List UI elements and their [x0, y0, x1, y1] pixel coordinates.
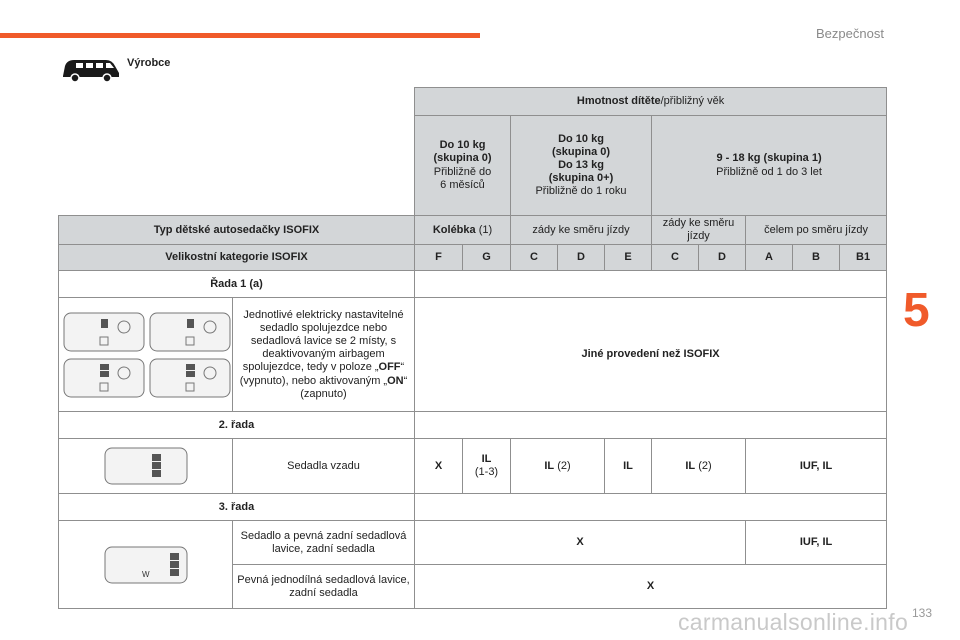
watermark: carmanualsonline.info — [678, 609, 909, 635]
row3-description-1: Sedadlo a pevná zadní sedadlová lavice, zadní sedadla — [233, 521, 415, 565]
type-rear-facing-2: zády ke směru jízdy — [652, 216, 746, 245]
row3-value-1: X — [415, 521, 746, 565]
size-cat: G — [463, 245, 511, 271]
svg-text:W: W — [141, 569, 150, 579]
group-0-cradle: Do 10 kg (skupina 0) Přibližně do 6 měsíců — [415, 116, 511, 216]
accent-bar — [0, 33, 480, 38]
size-row-label: Velikostní kategorie ISOFIX — [59, 245, 415, 271]
chapter-number: 5 — [903, 284, 930, 337]
type-rear-facing-1: zády ke směru jízdy — [511, 216, 652, 245]
row3-seat-figure — [59, 521, 233, 609]
row2-val-g: IL (1-3) — [463, 439, 511, 494]
group-1: 9 - 18 kg (skupina 1) Přibližně od 1 do 3 let — [652, 116, 887, 216]
section-title: Bezpečnost — [816, 26, 884, 41]
front-seats-diagram-icon — [62, 307, 232, 403]
row2-val-e: IL — [605, 439, 652, 494]
size-cat: E — [605, 245, 652, 271]
row3-value-2: IUF, IL — [746, 521, 887, 565]
type-row-label: Typ dětské autosedačky ISOFIX — [59, 216, 415, 245]
third-row-diagram-icon — [104, 545, 188, 585]
row2-seat-figure — [59, 439, 233, 494]
row1-value: Jiné provedení než ISOFIX — [415, 298, 887, 412]
size-cat: D — [699, 245, 746, 271]
row2-val-f: X — [415, 439, 463, 494]
size-cat: B1 — [840, 245, 887, 271]
type-forward-facing: čelem po směru jízdy — [746, 216, 887, 245]
maker-label: Výrobce — [127, 57, 171, 69]
row2-val-ab: IUF, IL — [746, 439, 887, 494]
size-cat: C — [652, 245, 699, 271]
row1-title: Řada 1 (a) — [59, 271, 415, 298]
row3-title: 3. řada — [59, 494, 415, 521]
row1-seat-figure — [59, 298, 233, 412]
size-cat: F — [415, 245, 463, 271]
row2-val-cd: IL (2) — [511, 439, 605, 494]
row1-description: Jednotlivé elektricky nastavitelné sedadlo spolujezdce nebo sedadlová lavice se 2 místy, s deaktivovaným airbagem spolujezdce, tedy v poloze „OFF“ (vypnuto), nebo aktivovaným „ON“ (zapnuto) — [233, 298, 415, 412]
row3-value-3: X — [415, 565, 887, 609]
size-cat: A — [746, 245, 793, 271]
group-0-plus: Do 10 kg (skupina 0) Do 13 kg (skupina 0+) Přibližně do 1 roku — [511, 116, 652, 216]
type-cradle: Kolébka (1) — [415, 216, 511, 245]
mass-header: Hmotnost dítěte/přibližný věk — [415, 88, 887, 116]
van-icon — [60, 56, 122, 84]
row2-title: 2. řada — [59, 412, 415, 439]
row2-description: Sedadla vzadu — [233, 439, 415, 494]
isofix-table — [58, 87, 887, 609]
row3-description-2: Pevná jednodílná sedadlová lavice, zadní sedadla — [233, 565, 415, 609]
second-row-diagram-icon — [104, 446, 188, 486]
size-cat: C — [511, 245, 558, 271]
row2-val-cd2: IL (2) — [652, 439, 746, 494]
page-number: 133 — [912, 606, 933, 620]
size-cat: D — [558, 245, 605, 271]
size-cat: B — [793, 245, 840, 271]
